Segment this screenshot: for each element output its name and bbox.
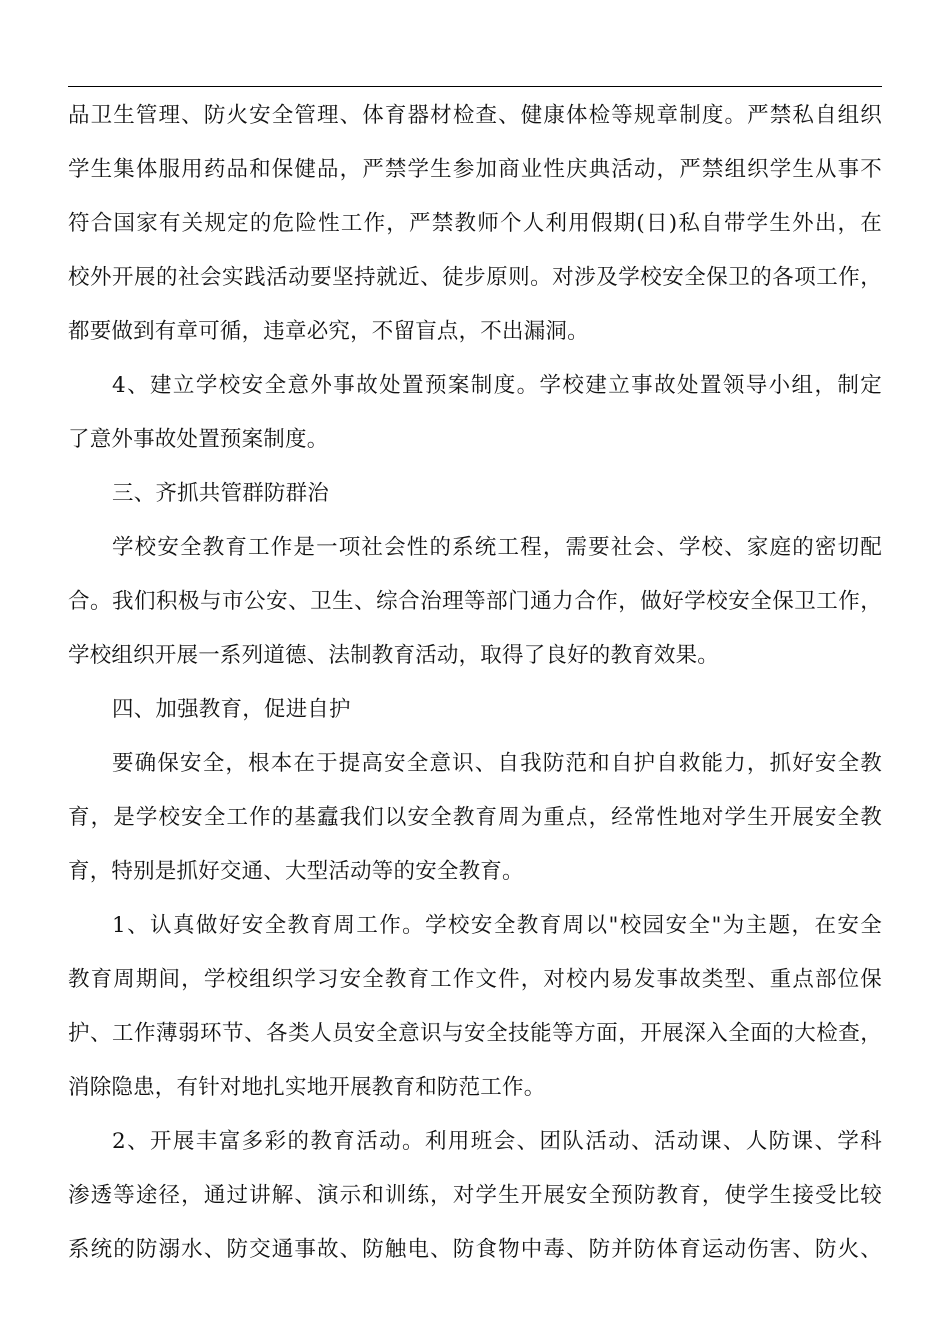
paragraph-item-1 (68, 899, 882, 1115)
section-heading-4 (68, 683, 882, 737)
text-line: 育，特别是抓好交通、大型活动等的安全教育。 (68, 859, 524, 884)
header-rule (68, 86, 882, 87)
document-body (68, 89, 882, 1277)
text-line: 2、开展丰富多彩的教育活动。利用班会、团队活动、活动课、人防课、学科 (112, 1129, 882, 1154)
text-line: 校外开展的社会实践活动要坚持就近、徒步原则。对涉及学校安全保卫的各项工作， (68, 265, 882, 290)
text-line: 消除隐患，有针对地扎实地开展教育和防范工作。 (68, 1075, 546, 1100)
section-heading-3 (68, 467, 882, 521)
text-line: 品卫生管理、防火安全管理、体育器材检查、健康体检等规章制度。严禁私自组织 (68, 103, 882, 128)
paragraph-item-4 (68, 359, 882, 467)
text-line: 学校安全教育工作是一项社会性的系统工程，需要社会、学校、家庭的密切配 (112, 535, 882, 560)
paragraph-item-2 (68, 1115, 882, 1277)
paragraph-safety-awareness (68, 737, 882, 899)
text-line: 护、工作薄弱环节、各类人员安全意识与安全技能等方面，开展深入全面的大检查， (68, 1021, 882, 1046)
section-heading: 四、加强教育，促进自护 (112, 697, 351, 722)
text-line: 育，是学校安全工作的基蠧我们以安全教育周为重点，经常性地对学生开展安全教 (68, 805, 882, 830)
text-line: 学校组织开展一系列道德、法制教育活动，取得了良好的教育效果。 (68, 643, 720, 668)
text-line: 都要做到有章可循，违章必究，不留盲点，不出漏洞。 (68, 319, 589, 344)
text-line: 符合国家有关规定的危险性工作，严禁教师个人利用假期(日)私自带学生外出，在 (68, 211, 882, 236)
text-line: 4、建立学校安全意外事故处置预案制度。学校建立事故处置领导小组，制定 (112, 373, 882, 398)
text-line: 学生集体服用药品和保健品，严禁学生参加商业性庆典活动，严禁组织学生从事不 (68, 157, 882, 182)
section-heading: 三、齐抓共管群防群治 (112, 481, 330, 506)
text-line: 合。我们积极与市公安、卫生、综合治理等部门通力合作，做好学校安全保卫工作， (68, 589, 882, 614)
text-line: 系统的防溺水、防交通事故、防触电、防食物中毒、防并防体育运动伤害、防火、 (68, 1237, 882, 1262)
text-line: 渗透等途径，通过讲解、演示和训练，对学生开展安全预防教育，使学生接受比较 (68, 1183, 882, 1208)
text-line: 1、认真做好安全教育周工作。学校安全教育周以"校园安全"为主题，在安全 (112, 913, 882, 938)
paragraph-regulations (68, 89, 882, 359)
text-line: 要确保安全，根本在于提高安全意识、自我防范和自护自救能力，抓好安全教 (112, 751, 882, 776)
text-line: 教育周期间，学校组织学习安全教育工作文件，对校内易发事故类型、重点部位保 (68, 967, 882, 992)
text-line: 了意外事故处置预案制度。 (68, 427, 329, 452)
paragraph-cooperation (68, 521, 882, 683)
